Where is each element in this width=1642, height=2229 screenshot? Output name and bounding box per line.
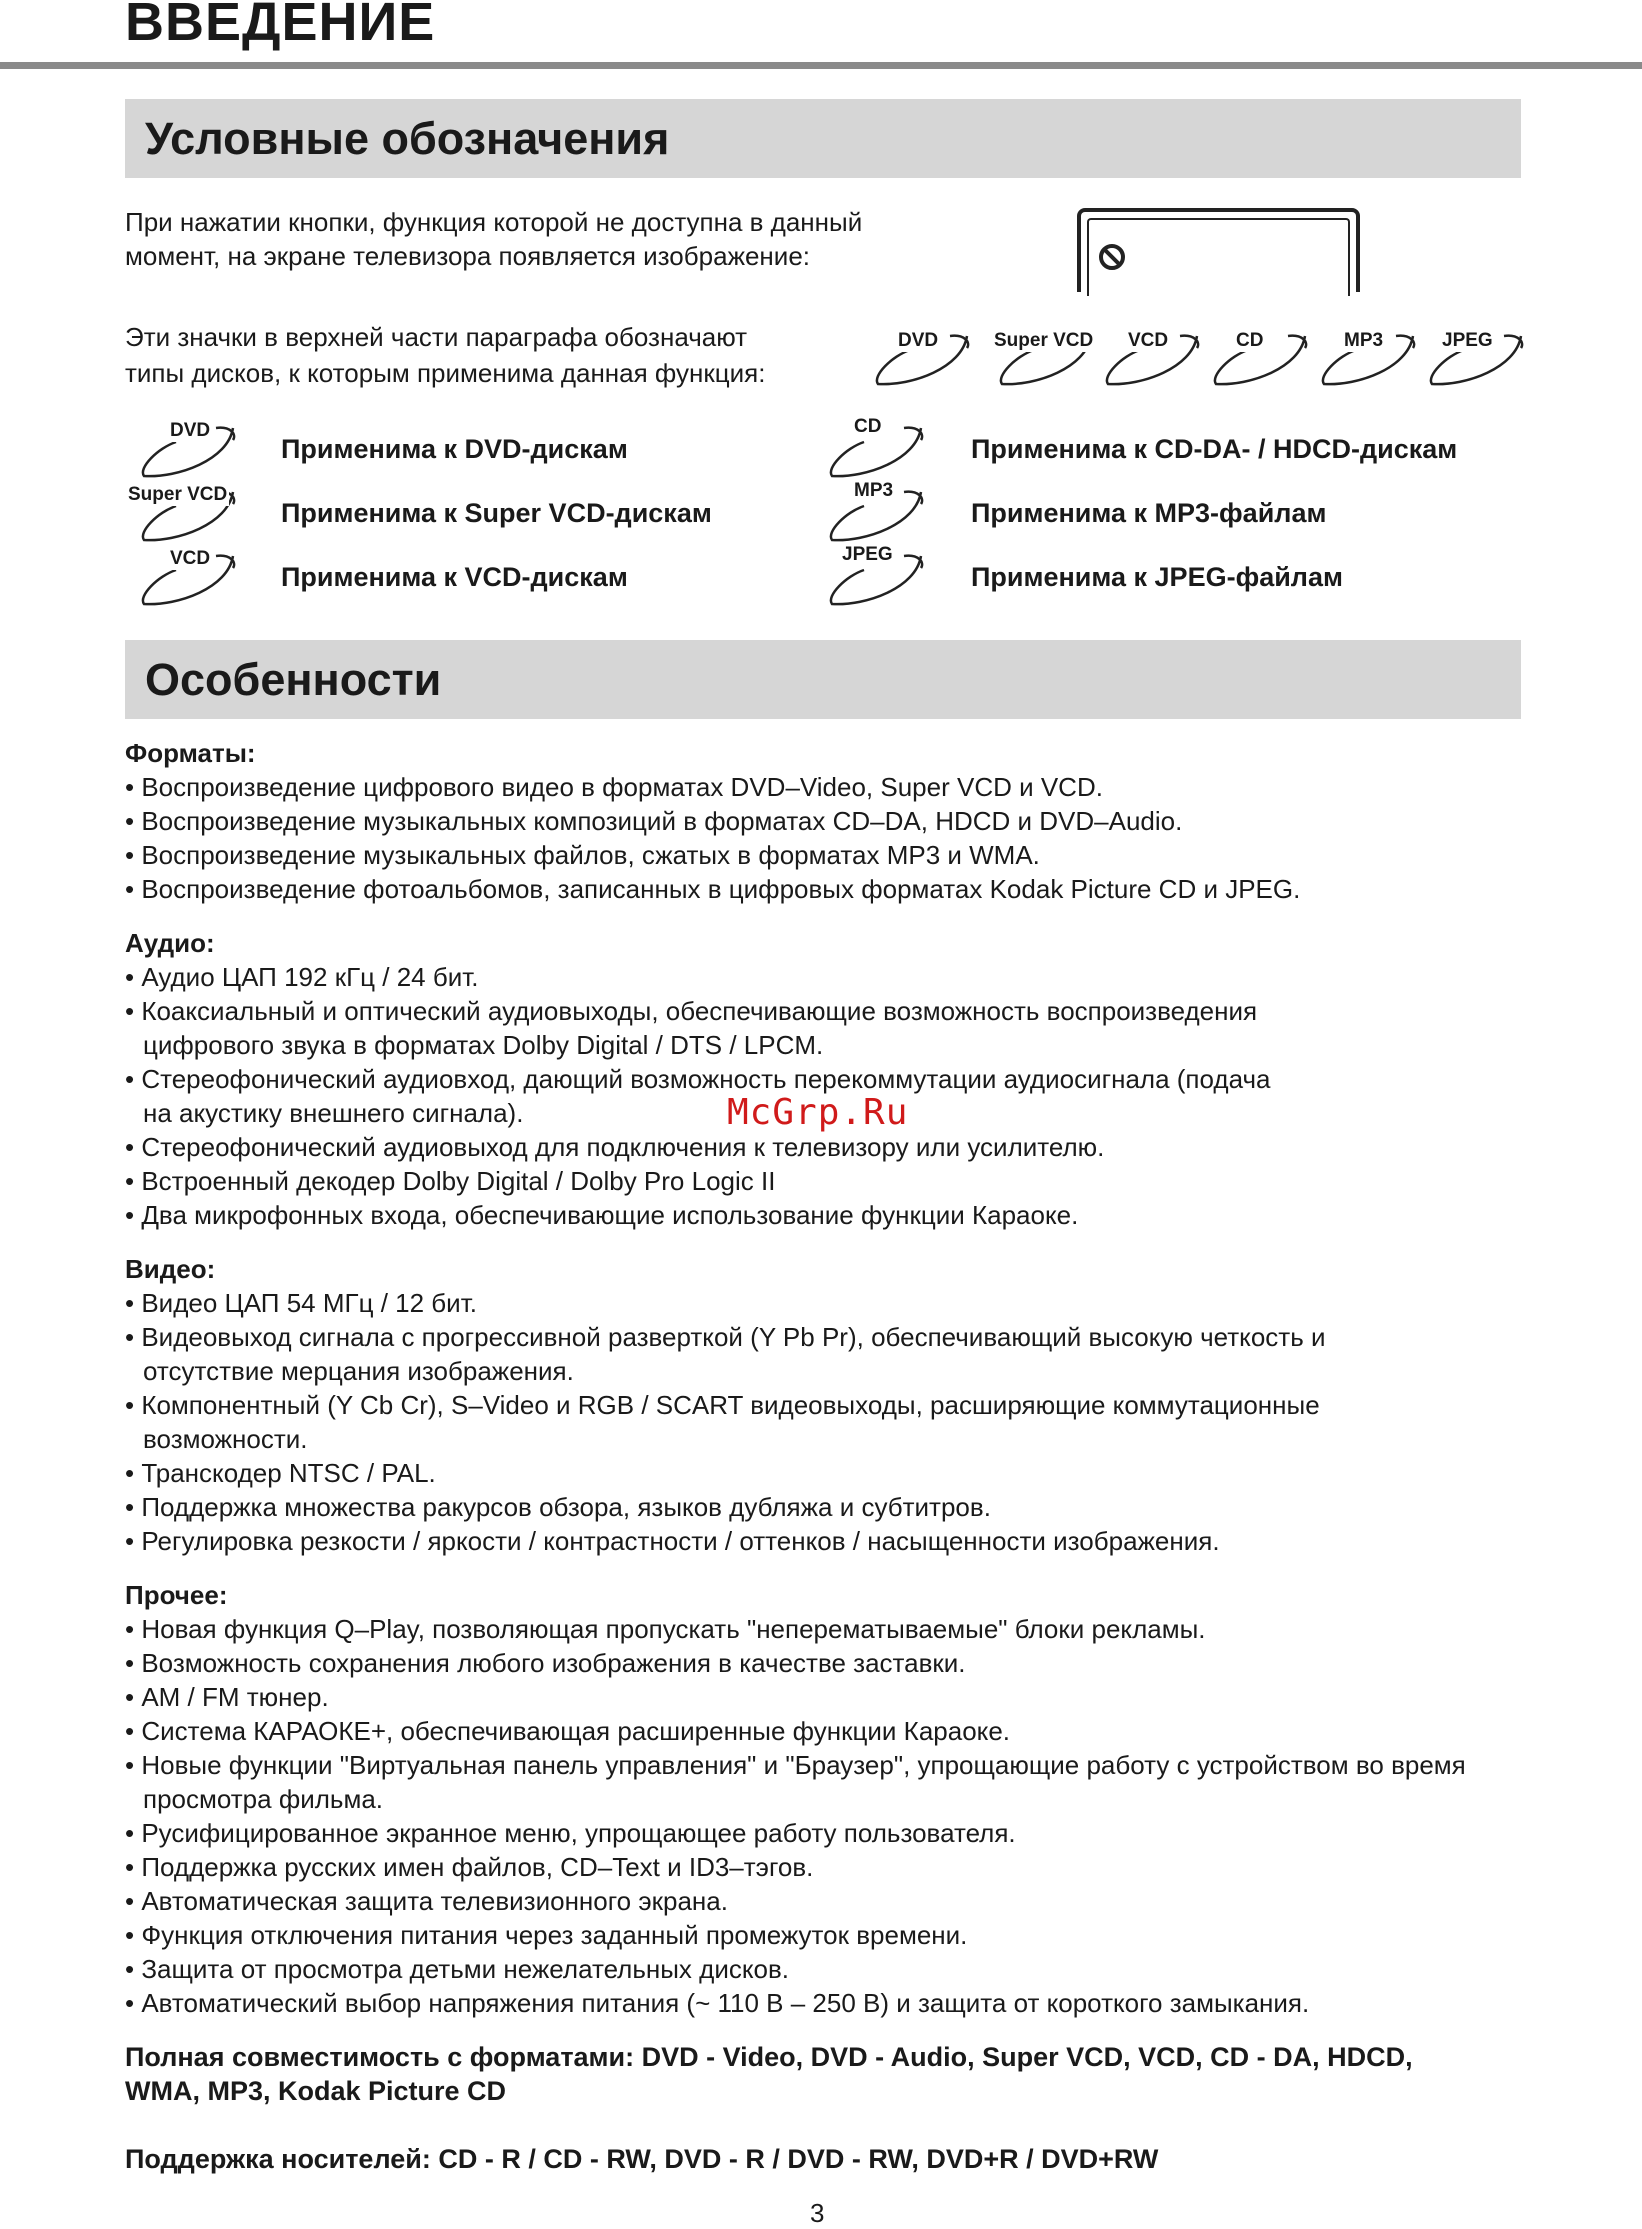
disc-label: JPEG (1442, 330, 1493, 351)
list-item: • Два микрофонных входа, обеспечивающие использование функции Караоке. (125, 1198, 1385, 1232)
intro-line-2: момент, на экране телевизора появляется изображение: (125, 241, 811, 271)
page-number: 3 (810, 2198, 825, 2228)
list-item: • Воспроизведение цифрового видео в форматах DVD–Video, Super VCD и VCD. (125, 770, 1525, 804)
disc-icon-jpeg (1426, 328, 1526, 388)
list-item: • Компонентный (Y Cb Cr), S–Video и RGB / SCART видеовыходы, расширяющие коммутационные возможности. (125, 1388, 1453, 1456)
list-item: • Воспроизведение музыкальных композиций в форматах CD–DA, HDCD и DVD–Audio. (125, 804, 1525, 838)
list-item: • Защита от просмотра детьми нежелательных дисков. (125, 1952, 1465, 1986)
icons-line-1: Эти значки в верхней части параграфа обозначают (125, 322, 748, 352)
legend-text-cd: Применима к CD-DA- / HDCD-дискам (971, 434, 1458, 464)
disc-icon-vcd (1102, 328, 1202, 388)
subsection-title: Видео: (125, 1254, 216, 1284)
list-item: • Видеовыход сигнала с прогрессивной разверткой (Y Pb Pr), обеспечивающий высокую четкость и отсутствие мерцания изображения. (125, 1320, 1453, 1388)
list-item: • Встроенный декодер Dolby Digital / Dolby Pro Logic II (125, 1164, 1385, 1198)
title-rule (0, 62, 1642, 69)
compatibility-line-2: WMA, MP3, Kodak Picture CD (125, 2076, 507, 2106)
disc-icon-mp3 (1318, 328, 1418, 388)
disc-label: Super VCD (128, 484, 228, 505)
list-item: • Аудио ЦАП 192 кГц / 24 бит. (125, 960, 1385, 994)
list-item: • Поддержка множества ракурсов обзора, языков дубляжа и субтитров. (125, 1490, 1445, 1524)
tv-screen-illustration (1077, 208, 1360, 292)
disc-label: MP3 (1344, 330, 1384, 351)
features-other (125, 1578, 1465, 2020)
icons-line-2: типы дисков, к которым применима данная функция: (125, 358, 766, 388)
disc-label: Super VCD (994, 330, 1094, 351)
disc-label: DVD (170, 420, 211, 441)
features-video (125, 1252, 1445, 1558)
list-item: • Воспроизведение фотоальбомов, записанных в цифровых форматах Kodak Picture CD и JPEG. (125, 872, 1525, 906)
disc-label: JPEG (842, 544, 893, 565)
list-item: • Видео ЦАП 54 МГц / 12 бит. (125, 1286, 1445, 1320)
disc-icon-super-vcd (996, 328, 1096, 388)
subsection-title: Прочее: (125, 1580, 228, 1610)
section-heading-conventions: Условные обозначения (125, 99, 1521, 178)
legend-icon-mp3 (826, 480, 926, 544)
disc-label: DVD (898, 330, 939, 351)
legend-text-vcd: Применима к VCD-дискам (281, 562, 628, 592)
list-item: • Новая функция Q–Play, позволяющая пропускать "неперематываемые" блоки рекламы. (125, 1612, 1465, 1646)
list-item: • Новые функции "Виртуальная панель управления" и "Браузер", упрощающие работу с устройством во время просмотра фильма. (125, 1748, 1473, 1816)
subsection-title: Форматы: (125, 738, 256, 768)
disc-label: CD (854, 416, 882, 437)
disc-label: CD (1236, 330, 1264, 351)
legend-text-super-vcd: Применима к Super VCD-дискам (281, 498, 712, 528)
disc-icon-cd (1210, 328, 1310, 388)
watermark: McGrp.Ru (727, 1092, 909, 1133)
media-support-line: Поддержка носителей: CD - R / CD - RW, DVD - R / DVD - RW, DVD+R / DVD+RW (125, 2144, 1159, 2174)
disc-icon-dvd (872, 328, 972, 388)
list-item: • Транскодер NTSC / PAL. (125, 1456, 1445, 1490)
disc-label: MP3 (854, 480, 894, 501)
list-item: • Стереофонический аудиовыход для подключения к телевизору или усилителю. (125, 1130, 1385, 1164)
legend-text-mp3: Применима к MP3-файлам (971, 498, 1327, 528)
section-heading-features: Особенности (125, 640, 1521, 719)
list-item: • Стереофонический аудиовход, дающий возможность перекоммутации аудиосигнала (подача на акустику внешнего сигнала). (125, 1062, 1293, 1130)
legend-icon-super-vcd (128, 484, 238, 544)
legend-icon-dvd (138, 420, 238, 480)
legend-text-jpeg: Применима к JPEG-файлам (971, 562, 1343, 592)
list-item: • Поддержка русских имен файлов, CD–Text и ID3–тэгов. (125, 1850, 1465, 1884)
list-item: • Регулировка резкости / яркости / контрастности / оттенков / насыщенности изображения. (125, 1524, 1445, 1558)
features-formats (125, 736, 1525, 906)
disc-label: VCD (1128, 330, 1169, 351)
legend-icon-jpeg (826, 544, 926, 608)
compatibility-line-1: Полная совместимость с форматами: DVD - Video, DVD - Audio, Super VCD, VCD, CD - DA, HDCD, (125, 2042, 1413, 2072)
legend-icon-cd (826, 416, 926, 480)
features-audio (125, 926, 1385, 1232)
disc-label: VCD (170, 548, 211, 569)
list-item: • AM / FM тюнер. (125, 1680, 1465, 1714)
subsection-title: Аудио: (125, 928, 215, 958)
legend-icon-vcd (138, 548, 238, 608)
page-title: ВВЕДЕНИЕ (125, 0, 436, 52)
list-item: • Автоматический выбор напряжения питания (~ 110 В – 250 В) и защита от короткого замыкания. (125, 1986, 1465, 2020)
intro-line-1: При нажатии кнопки, функция которой не доступна в данный (125, 207, 863, 237)
legend-text-dvd: Применима к DVD-дискам (281, 434, 628, 464)
list-item: • Коаксиальный и оптический аудиовыходы, обеспечивающие возможность воспроизведения цифрового звука в форматах Dolby Digital / DTS / LPCM. (125, 994, 1385, 1062)
list-item: • Русифицированное экранное меню, упрощающее работу пользователя. (125, 1816, 1465, 1850)
list-item: • Воспроизведение музыкальных файлов, сжатых в форматах MP3 и WMA. (125, 838, 1525, 872)
list-item: • Функция отключения питания через заданный промежуток времени. (125, 1918, 1465, 1952)
prohibited-icon (1097, 242, 1127, 272)
list-item: • Возможность сохранения любого изображения в качестве заставки. (125, 1646, 1465, 1680)
list-item: • Система КАРАОКЕ+, обеспечивающая расширенные функции Караоке. (125, 1714, 1465, 1748)
list-item: • Автоматическая защита телевизионного экрана. (125, 1884, 1465, 1918)
